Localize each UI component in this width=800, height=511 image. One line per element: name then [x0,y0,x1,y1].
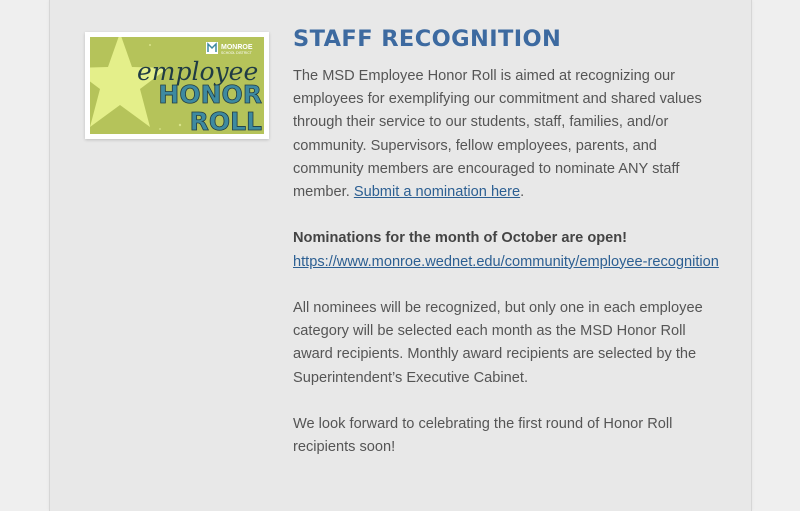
logo-word-roll: ROLL [189,107,262,134]
nominations-open-paragraph [293,227,723,273]
intro-paragraph [293,65,723,204]
logo-brand-name: MONROE [221,44,253,51]
employee-recognition-url-link[interactable]: https://www.monroe.wednet.edu/community/employee-recognition [293,253,719,270]
staff-recognition-section [293,24,723,459]
nominations-open-heading: Nominations for the month of October are open! [293,230,628,247]
intro-text: The MSD Employee Honor Roll is aimed at recognizing our employees for exemplifying our commitment and shared values through their service to our students, staff, families, and/or community. Supervisors, fellow employees, parents, and community members are encouraged to nominate ANY staff member. [293,68,702,201]
intro-link-suffix: . [520,184,525,201]
submit-nomination-link[interactable]: Submit a nomination here [353,184,521,201]
honor-roll-graphic [90,37,264,134]
section-title: STAFF RECOGNITION [293,26,562,52]
logo-brand-subtitle: SCHOOL DISTRICT [221,51,252,55]
logo-word-employee: employee [137,57,259,86]
selection-paragraph: All nominees will be recognized, but only one in each employee category will be selected each month as the MSD Honor Roll award recipients. Monthly award recipients are selected by the Superintendent’s Executive Cabinet. [293,300,703,386]
closing-paragraph: We look forward to celebrating the first round of Honor Roll recipients soon! [293,416,673,456]
employee-honor-roll-image [85,32,269,139]
logo-word-honor: HONOR [158,80,262,109]
